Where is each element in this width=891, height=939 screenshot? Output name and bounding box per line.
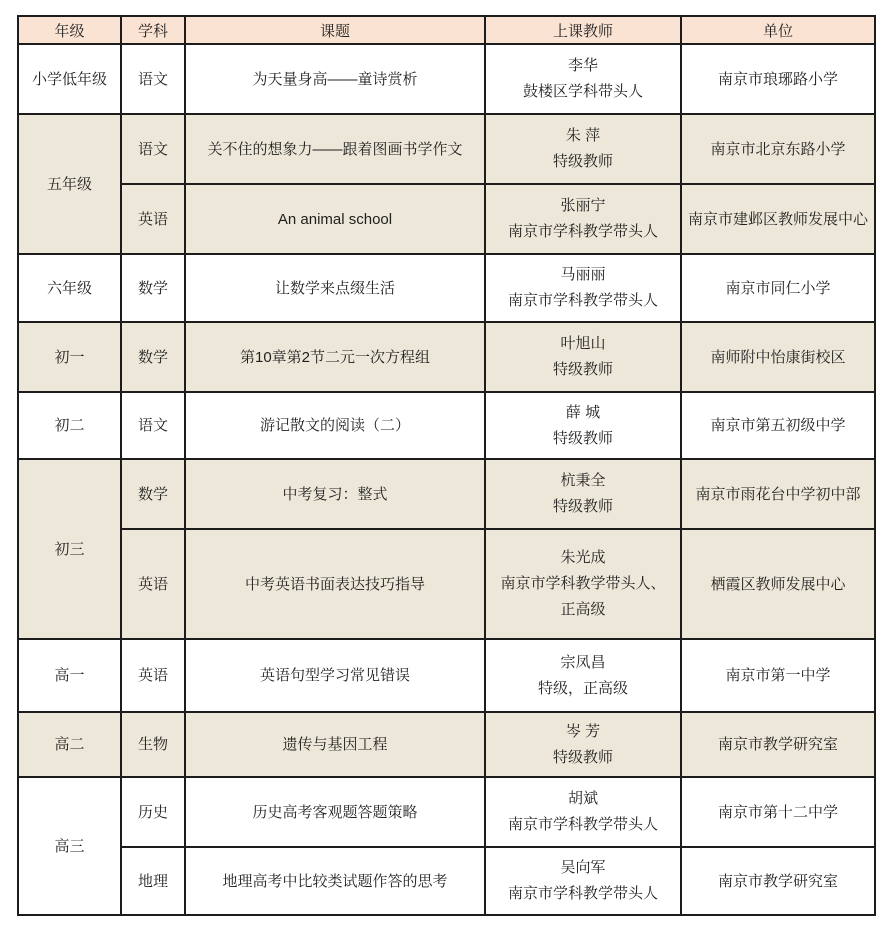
table-row xyxy=(18,254,875,322)
header-subject: 学科 xyxy=(121,16,185,44)
teacher-cell xyxy=(485,459,681,529)
grade-cell: 高三 xyxy=(18,777,121,915)
subject-cell: 语文 xyxy=(121,44,185,114)
unit-cell: 南京市第五初级中学 xyxy=(681,392,875,459)
subject-cell: 历史 xyxy=(121,777,185,847)
teacher-name: 马丽丽 xyxy=(560,266,606,284)
teacher-title: 南京市学科教学带头人 xyxy=(507,816,658,833)
table-row xyxy=(18,847,875,915)
unit-cell: 南师附中怡康街校区 xyxy=(681,322,875,392)
unit-cell: 栖霞区教师发展中心 xyxy=(681,529,875,639)
lesson-table xyxy=(17,15,876,916)
teacher-name: 宗凤昌 xyxy=(560,653,606,671)
grade-cell: 初二 xyxy=(18,392,121,459)
topic-cell: 游记散文的阅读（二） xyxy=(185,392,485,459)
subject-cell: 英语 xyxy=(121,529,185,639)
unit-cell: 南京市教学研究室 xyxy=(681,712,875,777)
header-grade: 年级 xyxy=(18,16,121,44)
table-row xyxy=(18,322,875,392)
table-row xyxy=(18,392,875,459)
table-row xyxy=(18,114,875,184)
teacher-cell xyxy=(485,254,681,322)
header-unit: 单位 xyxy=(681,16,875,44)
teacher-name: 叶旭山 xyxy=(560,335,606,353)
grade-cell: 六年级 xyxy=(18,254,121,322)
teacher-cell xyxy=(485,529,681,639)
teacher-title: 特级教师 xyxy=(552,153,613,170)
teacher-title: 特级，正高级 xyxy=(537,679,628,697)
table-row xyxy=(18,529,875,639)
teacher-title: 特级教师 xyxy=(552,748,613,766)
teacher-name: 薛 城 xyxy=(565,403,601,421)
teacher-name: 岑 芳 xyxy=(565,722,601,740)
teacher-name: 朱 萍 xyxy=(565,127,601,145)
subject-cell: 英语 xyxy=(121,184,185,254)
teacher-name: 张丽宁 xyxy=(560,197,606,215)
grade-cell: 小学低年级 xyxy=(18,44,121,114)
teacher-cell xyxy=(485,392,681,459)
table-row xyxy=(18,639,875,712)
table-row xyxy=(18,777,875,847)
teacher-title: 特级教师 xyxy=(552,429,613,447)
teacher-title: 特级教师 xyxy=(552,498,613,515)
subject-cell: 生物 xyxy=(121,712,185,777)
table-row xyxy=(18,44,875,114)
topic-cell: An animal school xyxy=(185,184,485,254)
teacher-title: 鼓楼区学科带头人 xyxy=(522,83,643,100)
teacher-cell xyxy=(485,114,681,184)
header-topic: 课题 xyxy=(185,16,485,44)
subject-cell: 数学 xyxy=(121,322,185,392)
unit-cell: 南京市第十二中学 xyxy=(681,777,875,847)
subject-cell: 语文 xyxy=(121,392,185,459)
teacher-cell xyxy=(485,712,681,777)
unit-cell: 南京市第一中学 xyxy=(681,639,875,712)
teacher-title: 正高级 xyxy=(560,600,606,618)
grade-cell: 五年级 xyxy=(18,114,121,254)
topic-cell: 遗传与基因工程 xyxy=(185,712,485,777)
topic-cell: 地理高考中比较类试题作答的思考 xyxy=(185,847,485,915)
teacher-cell xyxy=(485,184,681,254)
teacher-title: 南京市学科教学带头人 xyxy=(507,292,658,309)
teacher-name: 杭秉全 xyxy=(560,472,606,490)
teacher-cell xyxy=(485,322,681,392)
unit-cell: 南京市教学研究室 xyxy=(681,847,875,915)
topic-cell: 中考复习：整式 xyxy=(185,459,485,529)
subject-cell: 语文 xyxy=(121,114,185,184)
table-row xyxy=(18,459,875,529)
teacher-name: 李华 xyxy=(567,57,598,75)
teacher-cell xyxy=(485,639,681,712)
table-row xyxy=(18,184,875,254)
header-teacher: 上课教师 xyxy=(485,16,681,44)
grade-cell: 高一 xyxy=(18,639,121,712)
subject-cell: 数学 xyxy=(121,459,185,529)
grade-cell: 初一 xyxy=(18,322,121,392)
teacher-cell xyxy=(485,847,681,915)
teacher-title: 南京市学科教学带头人、 xyxy=(500,575,666,593)
teacher-title: 南京市学科教学带头人 xyxy=(507,223,658,240)
topic-cell: 历史高考客观题答题策略 xyxy=(185,777,485,847)
grade-cell: 初三 xyxy=(18,459,121,639)
unit-cell: 南京市北京东路小学 xyxy=(681,114,875,184)
teacher-cell xyxy=(485,777,681,847)
teacher-name: 朱光成 xyxy=(560,549,606,567)
unit-cell: 南京市琅琊路小学 xyxy=(681,44,875,114)
header-row xyxy=(18,16,875,44)
topic-cell: 关不住的想象力——跟着图画书学作文 xyxy=(185,114,485,184)
teacher-title: 南京市学科教学带头人 xyxy=(507,885,658,902)
subject-cell: 地理 xyxy=(121,847,185,915)
grade-cell: 高二 xyxy=(18,712,121,777)
topic-cell: 中考英语书面表达技巧指导 xyxy=(185,529,485,639)
unit-cell: 南京市雨花台中学初中部 xyxy=(681,459,875,529)
teacher-name: 吴向军 xyxy=(560,859,606,877)
topic-cell: 为天量身高——童诗赏析 xyxy=(185,44,485,114)
unit-cell: 南京市建邺区教师发展中心 xyxy=(681,184,875,254)
unit-cell: 南京市同仁小学 xyxy=(681,254,875,322)
subject-cell: 数学 xyxy=(121,254,185,322)
table-row xyxy=(18,712,875,777)
topic-cell: 让数学来点缀生活 xyxy=(185,254,485,322)
topic-cell: 第10章第2节二元一次方程组 xyxy=(185,322,485,392)
teacher-cell xyxy=(485,44,681,114)
topic-cell: 英语句型学习常见错误 xyxy=(185,639,485,712)
subject-cell: 英语 xyxy=(121,639,185,712)
teacher-name: 胡斌 xyxy=(567,790,598,808)
teacher-title: 特级教师 xyxy=(552,361,613,378)
